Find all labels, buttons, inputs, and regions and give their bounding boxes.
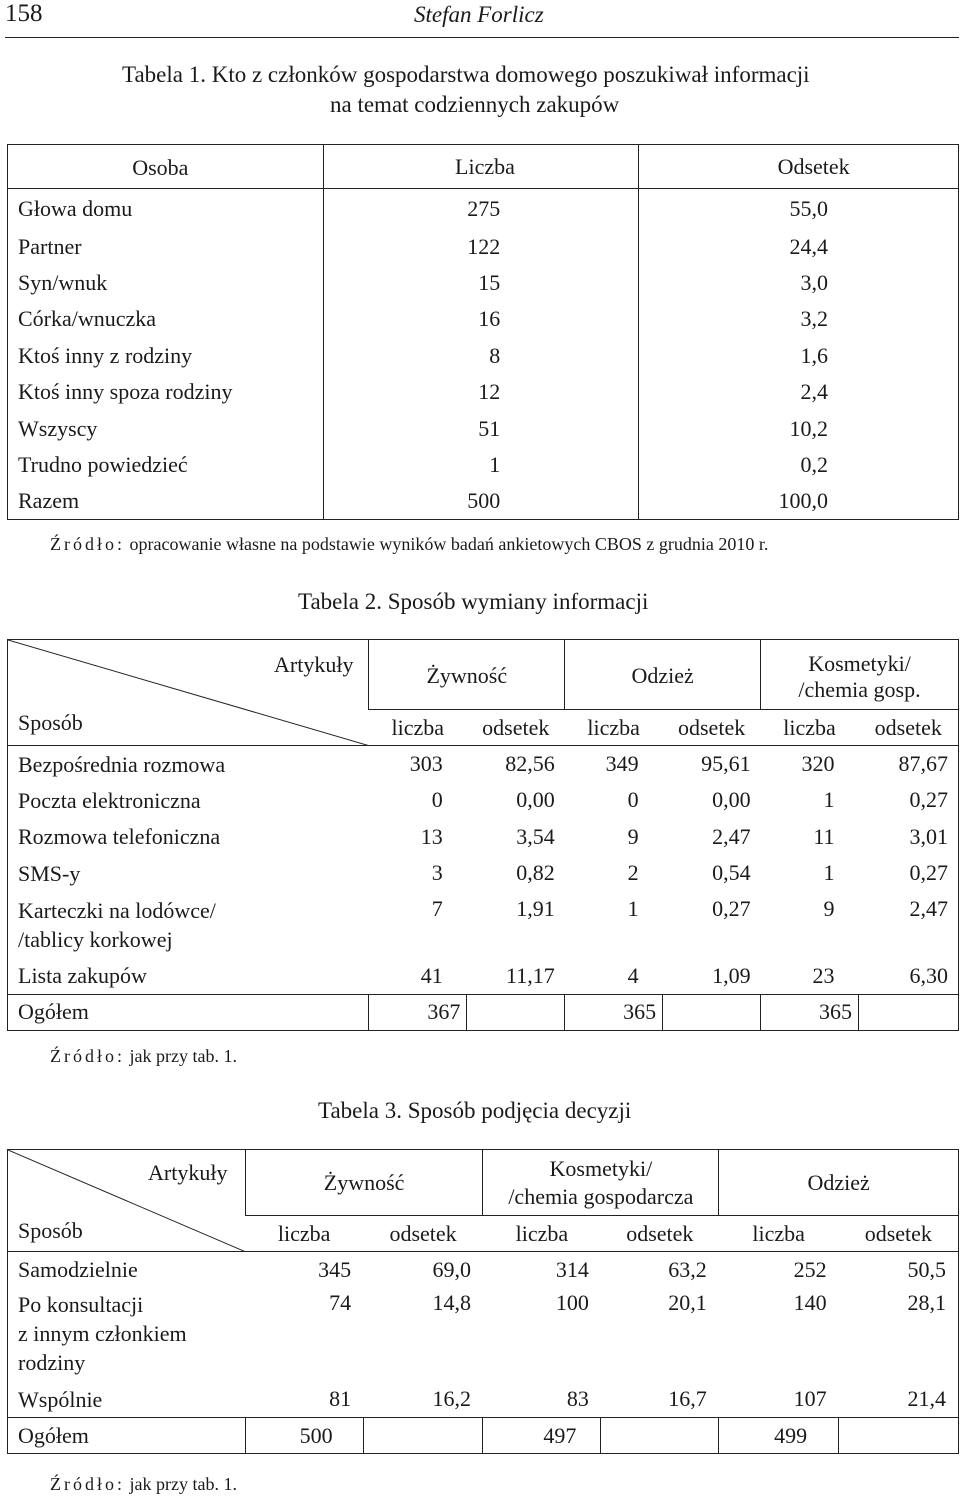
table1-cell-odsetek: 3,2	[639, 301, 959, 337]
table-row	[8, 855, 959, 892]
table3-cell-odziez-odsetek: 28,1	[907, 1289, 946, 1315]
table3-cell-zywnosc-liczba: 345	[318, 1256, 352, 1282]
table1-cell-osoba: Córka/wnuczka	[18, 306, 157, 332]
source-label: Źródło:	[50, 534, 125, 554]
table2-cell-kosmetyki-odsetek: 0,27	[909, 860, 948, 886]
table2-cell-kosmetyki-odsetek: 3,01	[909, 823, 948, 849]
table3-total-zywnosc: 500	[245, 1418, 363, 1454]
table2-cell-kosmetyki-liczba: 1	[823, 860, 835, 886]
table-row	[8, 819, 959, 856]
table2-caption: Tabela 2. Sposób wymiany informacji	[298, 589, 649, 614]
source-label: Źródło:	[50, 1474, 125, 1494]
table2-cell-kosmetyki-odsetek: 0,27	[909, 787, 948, 813]
table1-col-osoba: Osoba	[132, 154, 189, 180]
table3-cell-zywnosc-liczba: 81	[329, 1386, 352, 1412]
table1-caption-line1: Tabela 1. Kto z członków gospodarstwa domowego poszukiwał informacji	[122, 62, 810, 87]
table2-cell-zywnosc-odsetek: 1,91	[516, 895, 555, 921]
table3-sub-odsetek-1: odsetek	[389, 1220, 457, 1246]
table2-group-zywnosc: Żywność	[369, 640, 565, 710]
table3-total-row	[8, 1418, 959, 1454]
table-row	[8, 374, 959, 410]
table2-cell-kosmetyki-odsetek: 6,30	[909, 962, 948, 988]
table2-cell-odziez-odsetek: 0,54	[712, 860, 751, 886]
table1-cell-liczba: 275	[323, 189, 639, 229]
table1-cell-odsetek: 3,0	[639, 265, 959, 301]
table1-caption-line2: na temat codziennych zakupów	[330, 92, 620, 117]
table2-group-row	[8, 640, 959, 710]
table3-total-empty-2	[601, 1418, 719, 1454]
table3-group-zywnosc: Żywność	[245, 1150, 483, 1216]
table2-sub-liczba-3: liczba	[783, 714, 836, 740]
table3-cell-kosmetyki-odsetek: 16,7	[668, 1386, 707, 1412]
table3-group-odziez: Odzież	[719, 1150, 959, 1216]
table2-cell-kosmetyki-odsetek: 2,47	[909, 895, 948, 921]
table1-cell-osoba: Trudno powiedzieć	[18, 452, 188, 478]
table3-cell-kosmetyki-liczba: 314	[555, 1256, 589, 1282]
table1-cell-osoba: Partner	[18, 233, 82, 259]
table3-total-empty-3	[839, 1418, 959, 1454]
table2-group-kosmetyki: Kosmetyki/ /chemia gosp.	[761, 640, 959, 710]
table3-group-kosmetyki: Kosmetyki/ /chemia gospodarcza	[483, 1150, 719, 1216]
table1-cell-liczba: 122	[323, 229, 639, 265]
table2-cell-zywnosc-liczba: 41	[420, 962, 443, 988]
table3-cell-odziez-liczba: 140	[793, 1289, 827, 1315]
table2	[7, 639, 959, 1031]
table-row	[8, 483, 959, 519]
table2-cell-kosmetyki-liczba: 23	[812, 962, 835, 988]
table3-corner-top: Artykuły	[148, 1160, 228, 1185]
table2-total-label: Ogółem	[18, 999, 89, 1024]
table3-cell-sposob: Wspólnie	[18, 1386, 103, 1412]
table2-cell-odziez-liczba: 349	[605, 751, 639, 776]
table3-sub-liczba-1: liczba	[277, 1220, 331, 1246]
table-row	[8, 301, 959, 337]
table2-sub-odsetek-3: odsetek	[874, 714, 942, 740]
table2-cell-sposob: Poczta elektroniczna	[18, 787, 201, 813]
table2-sub-odsetek-1: odsetek	[482, 714, 550, 740]
table2-cell-sposob: Lista zakupów	[18, 963, 147, 988]
table2-total-empty-2	[663, 994, 761, 1030]
table3-cell-kosmetyki-liczba: 100	[555, 1289, 589, 1315]
table2-cell-odziez-liczba: 9	[627, 823, 639, 849]
table2-total-row	[8, 994, 959, 1030]
table3-cell-sposob: Po konsultacji z innym członkiem rodziny	[18, 1291, 187, 1375]
header-rule	[5, 37, 959, 38]
table1-cell-osoba: Ktoś inny z rodziny	[18, 342, 193, 368]
table3-total-kosmetyki: 497	[483, 1418, 601, 1454]
table-row	[8, 892, 959, 958]
table1-cell-liczba: 12	[323, 374, 639, 410]
table1-cell-osoba: Razem	[18, 488, 80, 514]
table-row	[8, 410, 959, 446]
table-row	[8, 1252, 959, 1288]
table1-cell-osoba: Ktoś inny spoza rodziny	[18, 379, 233, 405]
table3-cell-sposob: Samodzielnie	[18, 1257, 138, 1283]
table3	[7, 1149, 959, 1454]
table3-sub-odsetek-3: odsetek	[864, 1220, 932, 1246]
table-row	[8, 958, 959, 995]
running-header-author: Stefan Forlicz	[414, 2, 544, 27]
table2-sub-liczba-1: liczba	[391, 714, 445, 740]
table2-cell-sposob: Karteczki na lodówce/ /tablicy korkowej	[18, 897, 216, 952]
table1-cell-odsetek: 24,4	[639, 229, 959, 265]
table2-cell-odziez-liczba: 1	[627, 895, 639, 921]
table-row	[8, 189, 959, 229]
table1-cell-odsetek: 100,0	[639, 483, 959, 519]
table1-col-odsetek: Odsetek	[639, 145, 959, 189]
table2-cell-odziez-liczba: 0	[627, 787, 639, 813]
table1-cell-liczba: 51	[323, 410, 639, 446]
table1-body	[8, 189, 959, 520]
table1-cell-odsetek: 10,2	[639, 410, 959, 446]
table2-source	[50, 1046, 237, 1067]
table3-cell-odziez-liczba: 107	[793, 1386, 827, 1412]
table2-cell-zywnosc-liczba: 0	[431, 787, 443, 813]
table3-cell-zywnosc-odsetek: 69,0	[432, 1256, 471, 1282]
table2-group-odziez: Odzież	[565, 640, 761, 710]
table-row	[8, 338, 959, 374]
table2-total-zywnosc: 367	[369, 994, 467, 1030]
table2-total-odziez: 365	[565, 994, 663, 1030]
table1	[7, 144, 959, 520]
table1-cell-liczba: 8	[323, 338, 639, 374]
table1-cell-liczba: 1	[323, 447, 639, 483]
page-number: 158	[5, 0, 43, 27]
table2-cell-zywnosc-odsetek: 0,00	[516, 787, 555, 813]
table3-body	[8, 1252, 959, 1418]
table2-total-empty-1	[467, 994, 565, 1030]
table2-sub-liczba-2: liczba	[587, 714, 640, 740]
table-row	[8, 1288, 959, 1382]
table2-body	[8, 746, 959, 995]
table1-col-liczba: Liczba	[323, 145, 639, 189]
table2-wrapper	[7, 639, 959, 1027]
table3-total-label: Ogółem	[18, 1422, 89, 1448]
table3-cell-odziez-odsetek: 50,5	[907, 1256, 946, 1282]
table-row	[8, 782, 959, 819]
table2-cell-odziez-odsetek: 0,00	[712, 787, 751, 813]
table3-cell-zywnosc-odsetek: 16,2	[432, 1386, 471, 1412]
table2-cell-zywnosc-odsetek: 82,56	[505, 751, 555, 776]
table3-total-empty-1	[363, 1418, 483, 1454]
table-row	[8, 746, 959, 783]
table3-cell-zywnosc-odsetek: 14,8	[432, 1289, 471, 1315]
table1-cell-liczba: 500	[323, 483, 639, 519]
table1-cell-odsetek: 0,2	[639, 447, 959, 483]
table2-cell-zywnosc-odsetek: 0,82	[516, 860, 555, 886]
table1-cell-osoba: Syn/wnuk	[18, 270, 108, 296]
table2-cell-odziez-odsetek: 2,47	[712, 823, 751, 849]
table2-sub-odsetek-2: odsetek	[678, 714, 746, 740]
table-row	[8, 1382, 959, 1418]
table1-cell-odsetek: 1,6	[639, 338, 959, 374]
table3-wrapper	[7, 1149, 959, 1457]
table-row	[8, 447, 959, 483]
table3-sub-liczba-2: liczba	[515, 1220, 569, 1246]
table1-cell-osoba: Głowa domu	[18, 195, 133, 221]
table2-cell-kosmetyki-liczba: 11	[813, 823, 835, 849]
table3-sub-odsetek-2: odsetek	[626, 1220, 694, 1246]
table2-cell-odziez-odsetek: 95,61	[701, 751, 751, 776]
table1-cell-odsetek: 55,0	[639, 189, 959, 229]
table3-cell-kosmetyki-odsetek: 20,1	[668, 1289, 707, 1315]
table3-sub-liczba-3: liczba	[752, 1220, 805, 1246]
table3-cell-kosmetyki-liczba: 83	[566, 1386, 589, 1412]
table2-cell-kosmetyki-odsetek: 87,67	[898, 751, 948, 776]
table3-cell-kosmetyki-odsetek: 63,2	[668, 1256, 707, 1282]
table2-cell-kosmetyki-liczba: 9	[823, 895, 835, 921]
table2-cell-sposob: Bezpośrednia rozmowa	[18, 751, 226, 777]
table1-cell-liczba: 15	[323, 265, 639, 301]
table1-cell-odsetek: 2,4	[639, 374, 959, 410]
table3-cell-zywnosc-liczba: 74	[329, 1289, 352, 1315]
table3-cell-odziez-odsetek: 21,4	[907, 1386, 946, 1412]
table2-corner-cell	[8, 640, 369, 746]
table2-cell-kosmetyki-liczba: 1	[823, 787, 835, 813]
table2-cell-odziez-liczba: 2	[627, 860, 639, 886]
table1-source	[50, 534, 768, 555]
table2-total-empty-3	[859, 994, 959, 1030]
table2-cell-kosmetyki-liczba: 320	[801, 751, 835, 776]
table3-group-row	[8, 1150, 959, 1216]
table3-corner-cell	[8, 1150, 246, 1252]
table2-cell-zywnosc-liczba: 7	[431, 895, 443, 921]
source-label: Źródło:	[50, 1046, 125, 1066]
table2-total-kosmetyki: 365	[761, 994, 859, 1030]
table-row	[8, 229, 959, 265]
table2-cell-zywnosc-liczba: 3	[431, 860, 443, 886]
table2-cell-zywnosc-liczba: 13	[420, 823, 443, 849]
table2-corner-bottom: Sposób	[18, 710, 83, 735]
source-text: jak przy tab. 1.	[129, 1474, 237, 1494]
table2-cell-odziez-odsetek: 0,27	[712, 895, 751, 921]
table2-cell-zywnosc-odsetek: 11,17	[506, 962, 555, 988]
table1-cell-osoba: Wszyscy	[18, 415, 98, 441]
table2-cell-sposob: Rozmowa telefoniczna	[18, 824, 221, 850]
table2-cell-sposob: SMS-y	[18, 860, 81, 886]
table-row	[8, 265, 959, 301]
table3-caption: Tabela 3. Sposób podjęcia decyzji	[318, 1098, 632, 1123]
table2-cell-zywnosc-odsetek: 3,54	[516, 823, 555, 849]
table3-corner-bottom: Sposób	[18, 1218, 83, 1243]
table3-source	[50, 1474, 237, 1495]
table3-total-odziez: 499	[719, 1418, 839, 1454]
table2-cell-odziez-odsetek: 1,09	[712, 962, 751, 988]
source-text: jak przy tab. 1.	[129, 1046, 237, 1066]
table2-cell-zywnosc-liczba: 303	[409, 751, 443, 776]
table2-corner-top: Artykuły	[274, 652, 354, 677]
table2-cell-odziez-liczba: 4	[627, 962, 639, 988]
table3-cell-odziez-liczba: 252	[793, 1256, 827, 1282]
table1-cell-liczba: 16	[323, 301, 639, 337]
source-text: opracowanie własne na podstawie wyników badań ankietowych CBOS z grudnia 2010 r.	[129, 534, 769, 554]
table1-header-row	[8, 145, 959, 189]
